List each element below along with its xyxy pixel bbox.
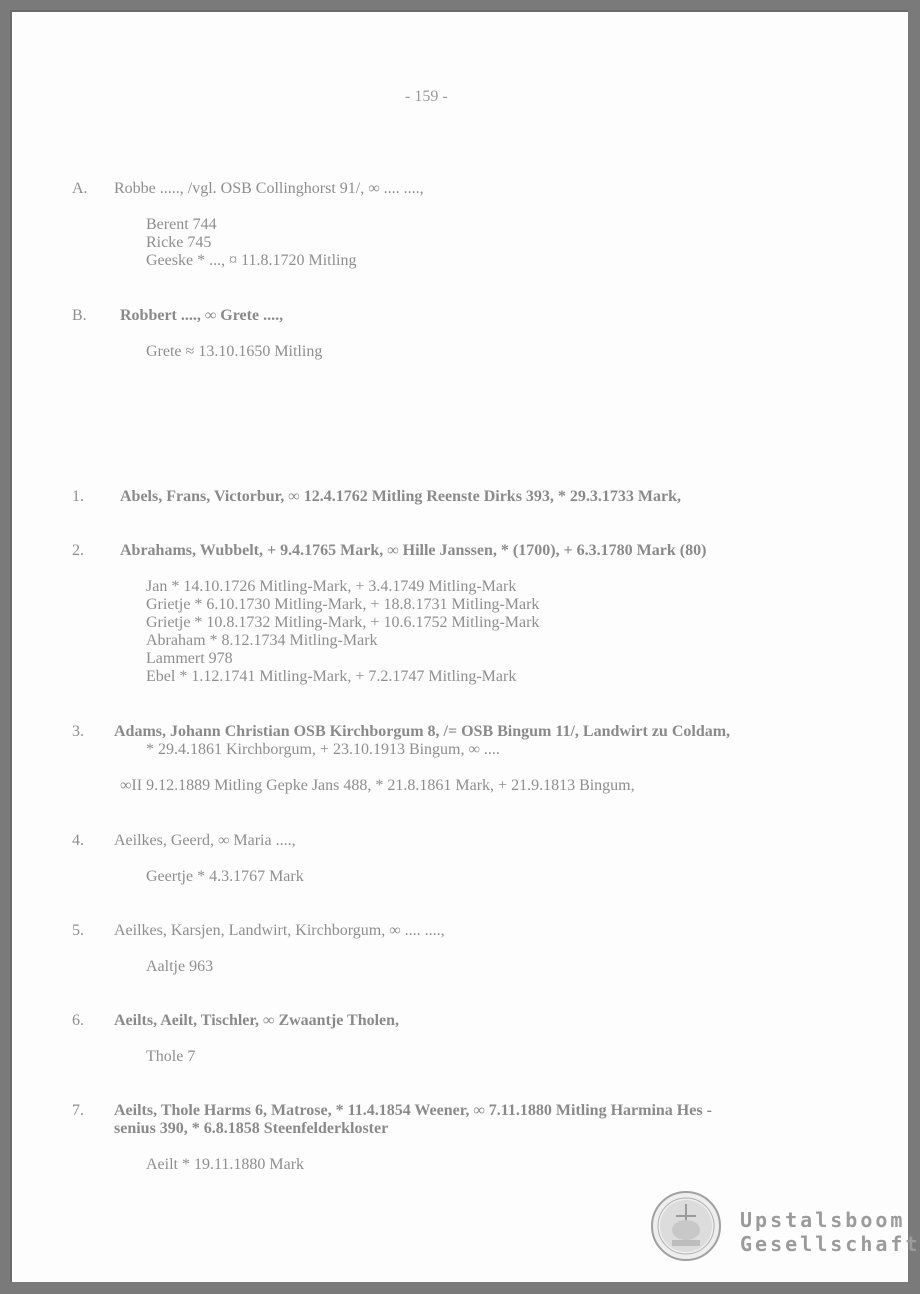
- section-a-child-3: Geeske * ..., ¤ 11.8.1720 Mitling: [146, 252, 357, 269]
- entry-2-child-5: Lammert 978: [146, 650, 233, 667]
- logo-line-1: Upstalsboom: [740, 1208, 906, 1232]
- entry-6-line-1: Aeilts, Aeilt, Tischler, ∞ Zwaantje Tholen,: [114, 1012, 400, 1029]
- section-b-child-1: Grete ≈ 13.10.1650 Mitling: [146, 343, 323, 360]
- seal-icon: [650, 1190, 722, 1262]
- entry-5-number: 5.: [72, 922, 84, 939]
- entry-6-number: 6.: [72, 1012, 84, 1029]
- section-a-child-2: Ricke 745: [146, 234, 212, 251]
- entry-7-number: 7.: [72, 1102, 84, 1119]
- entry-7-line-1: Aeilts, Thole Harms 6, Matrose, * 11.4.1854 Weener, ∞ 7.11.1880 Mitling Harmina Hes -: [114, 1102, 712, 1119]
- logo-line-2: Gesellschaft: [740, 1232, 920, 1256]
- entry-2-child-6: Ebel * 1.12.1741 Mitling-Mark, + 7.2.1747 Mitling-Mark: [146, 668, 517, 685]
- entry-4-number: 4.: [72, 832, 84, 849]
- entry-2-child-2: Grietje * 6.10.1730 Mitling-Mark, + 18.8.1731 Mitling-Mark: [146, 596, 540, 613]
- section-b-letter: B.: [72, 307, 87, 324]
- entry-1-line-1: Abels, Frans, Victorbur, ∞ 12.4.1762 Mitling Reenste Dirks 393, * 29.3.1733 Mark,: [120, 488, 682, 505]
- entry-2-child-4: Abraham * 8.12.1734 Mitling-Mark: [146, 632, 378, 649]
- entry-3-line-1: Adams, Johann Christian OSB Kirchborgum 8, /= OSB Bingum 11/, Landwirt zu Coldam,: [114, 723, 731, 740]
- section-a-letter: A.: [72, 180, 88, 197]
- entry-6-child-1: Thole 7: [146, 1048, 196, 1065]
- entry-3-line-2: * 29.4.1861 Kirchborgum, + 23.10.1913 Bingum, ∞ ....: [146, 741, 500, 758]
- entry-5-line-1: Aeilkes, Karsjen, Landwirt, Kirchborgum, ∞ .... ....,: [114, 922, 445, 939]
- entry-7-line-2: senius 390, * 6.8.1858 Steenfelderkloster: [114, 1120, 389, 1137]
- entry-2-child-1: Jan * 14.10.1726 Mitling-Mark, + 3.4.1749 Mitling-Mark: [146, 578, 517, 595]
- entry-4-line-1: Aeilkes, Geerd, ∞ Maria ....,: [114, 832, 296, 849]
- entry-1-number: 1.: [72, 488, 84, 505]
- section-b-text: Robbert ...., ∞ Grete ....,: [120, 307, 284, 324]
- entry-4-child-1: Geertje * 4.3.1767 Mark: [146, 868, 304, 885]
- section-a-text: Robbe ....., /vgl. OSB Collinghorst 91/, ∞ .... ....,: [114, 180, 424, 197]
- section-a-child-1: Berent 744: [146, 216, 217, 233]
- entry-2-line-1: Abrahams, Wubbelt, + 9.4.1765 Mark, ∞ Hille Janssen, * (1700), + 6.3.1780 Mark (80): [120, 542, 707, 559]
- entry-7-child-1: Aeilt * 19.11.1880 Mark: [146, 1156, 305, 1173]
- page-number: - 159 -: [405, 88, 448, 105]
- entry-3-number: 3.: [72, 723, 84, 740]
- entry-3-line-3: ∞II 9.12.1889 Mitling Gepke Jans 488, * 21.8.1861 Mark, + 21.9.1813 Bingum,: [120, 777, 635, 794]
- entry-5-child-1: Aaltje 963: [146, 958, 214, 975]
- society-logo-text: [740, 1208, 920, 1256]
- document-page: [10, 10, 920, 1282]
- entry-2-number: 2.: [72, 542, 84, 559]
- entry-2-child-3: Grietje * 10.8.1732 Mitling-Mark, + 10.6.1752 Mitling-Mark: [146, 614, 540, 631]
